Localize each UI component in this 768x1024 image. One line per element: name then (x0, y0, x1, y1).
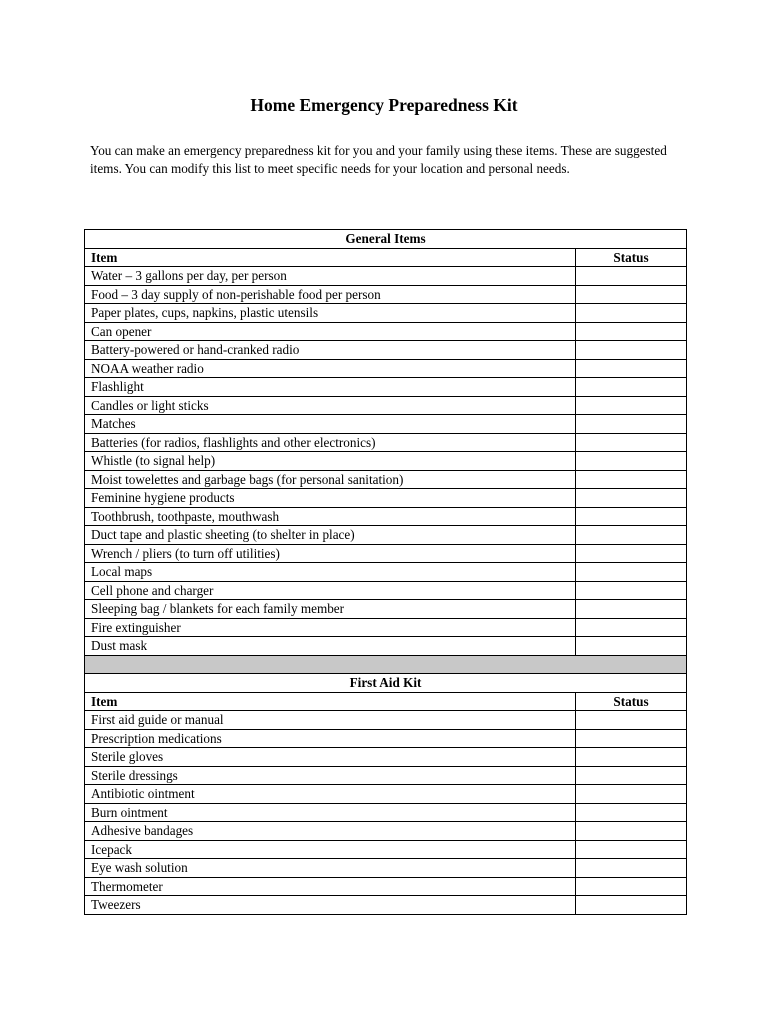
item-cell: Whistle (to signal help) (85, 452, 576, 471)
general-item-row (85, 433, 687, 452)
item-cell: Sterile gloves (85, 748, 576, 767)
item-column-header: Item (85, 248, 576, 267)
general-item-row (85, 600, 687, 619)
status-cell[interactable] (576, 822, 687, 841)
item-cell: Burn ointment (85, 803, 576, 822)
general-item-row (85, 285, 687, 304)
status-cell[interactable] (576, 507, 687, 526)
status-cell[interactable] (576, 748, 687, 767)
status-cell[interactable] (576, 859, 687, 878)
status-cell[interactable] (576, 304, 687, 323)
general-item-row (85, 378, 687, 397)
general-item-row (85, 341, 687, 360)
page-title: Home Emergency Preparedness Kit (250, 95, 518, 115)
general-item-row (85, 267, 687, 286)
general-items-heading-row (85, 230, 687, 249)
status-cell[interactable] (576, 415, 687, 434)
item-cell: Water – 3 gallons per day, per person (85, 267, 576, 286)
status-cell[interactable] (576, 341, 687, 360)
item-cell: Food – 3 day supply of non-perishable food per person (85, 285, 576, 304)
general-item-row (85, 563, 687, 582)
general-item-row (85, 544, 687, 563)
item-cell: Paper plates, cups, napkins, plastic utensils (85, 304, 576, 323)
item-cell: Thermometer (85, 877, 576, 896)
first-aid-item-row (85, 822, 687, 841)
status-cell[interactable] (576, 766, 687, 785)
item-cell: Can opener (85, 322, 576, 341)
first-aid-column-header-row (85, 692, 687, 711)
general-item-row (85, 470, 687, 489)
first-aid-heading-row (85, 674, 687, 693)
general-item-row (85, 507, 687, 526)
item-cell: Sterile dressings (85, 766, 576, 785)
first-aid-item-row (85, 877, 687, 896)
item-cell: Moist towelettes and garbage bags (for personal sanitation) (85, 470, 576, 489)
status-cell[interactable] (576, 803, 687, 822)
general-item-row (85, 452, 687, 471)
status-cell[interactable] (576, 877, 687, 896)
item-cell: NOAA weather radio (85, 359, 576, 378)
status-cell[interactable] (576, 600, 687, 619)
item-cell: Icepack (85, 840, 576, 859)
status-cell[interactable] (576, 433, 687, 452)
item-cell: Local maps (85, 563, 576, 582)
item-cell: Batteries (for radios, flashlights and other electronics) (85, 433, 576, 452)
status-cell[interactable] (576, 563, 687, 582)
first-aid-item-row (85, 766, 687, 785)
item-cell: Toothbrush, toothpaste, mouthwash (85, 507, 576, 526)
status-cell[interactable] (576, 489, 687, 508)
status-cell[interactable] (576, 285, 687, 304)
status-cell[interactable] (576, 526, 687, 545)
general-item-row (85, 489, 687, 508)
status-cell[interactable] (576, 544, 687, 563)
status-cell[interactable] (576, 840, 687, 859)
status-cell[interactable] (576, 896, 687, 915)
item-cell: Antibiotic ointment (85, 785, 576, 804)
first-aid-item-row (85, 711, 687, 730)
status-column-header: Status (576, 248, 687, 267)
general-item-row (85, 304, 687, 323)
item-cell: Duct tape and plastic sheeting (to shelter in place) (85, 526, 576, 545)
item-cell: Candles or light sticks (85, 396, 576, 415)
item-cell: Matches (85, 415, 576, 434)
intro-paragraph: You can make an emergency preparedness kit for you and your family using these items. These are suggested items. You can modify this list to meet specific needs for your location and personal needs. (90, 143, 667, 176)
item-cell: Wrench / pliers (to turn off utilities) (85, 544, 576, 563)
item-cell: First aid guide or manual (85, 711, 576, 730)
item-cell: Cell phone and charger (85, 581, 576, 600)
item-cell: Adhesive bandages (85, 822, 576, 841)
status-column-header: Status (576, 692, 687, 711)
item-cell: Fire extinguisher (85, 618, 576, 637)
first-aid-item-row (85, 729, 687, 748)
status-cell[interactable] (576, 267, 687, 286)
status-cell[interactable] (576, 711, 687, 730)
general-item-row (85, 415, 687, 434)
general-item-row (85, 526, 687, 545)
status-cell[interactable] (576, 470, 687, 489)
status-cell[interactable] (576, 452, 687, 471)
status-cell[interactable] (576, 581, 687, 600)
first-aid-item-row (85, 803, 687, 822)
status-cell[interactable] (576, 359, 687, 378)
status-cell[interactable] (576, 785, 687, 804)
first-aid-item-row (85, 840, 687, 859)
item-cell: Sleeping bag / blankets for each family member (85, 600, 576, 619)
general-items-heading: General Items (85, 230, 687, 249)
general-item-row (85, 618, 687, 637)
status-cell[interactable] (576, 322, 687, 341)
kit-checklist-table (84, 229, 687, 915)
section-separator-row (85, 655, 687, 674)
first-aid-item-row (85, 785, 687, 804)
item-cell: Feminine hygiene products (85, 489, 576, 508)
first-aid-item-row (85, 748, 687, 767)
first-aid-item-row (85, 896, 687, 915)
general-item-row (85, 359, 687, 378)
item-cell: Prescription medications (85, 729, 576, 748)
status-cell[interactable] (576, 378, 687, 397)
general-item-row (85, 637, 687, 656)
item-column-header: Item (85, 692, 576, 711)
item-cell: Eye wash solution (85, 859, 576, 878)
general-item-row (85, 396, 687, 415)
status-cell[interactable] (576, 618, 687, 637)
item-cell: Battery-powered or hand-cranked radio (85, 341, 576, 360)
section-separator (85, 655, 687, 674)
first-aid-item-row (85, 859, 687, 878)
status-cell[interactable] (576, 396, 687, 415)
status-cell[interactable] (576, 729, 687, 748)
item-cell: Flashlight (85, 378, 576, 397)
general-item-row (85, 581, 687, 600)
item-cell: Dust mask (85, 637, 576, 656)
first-aid-heading: First Aid Kit (85, 674, 687, 693)
item-cell: Tweezers (85, 896, 576, 915)
general-items-column-header-row (85, 248, 687, 267)
status-cell[interactable] (576, 637, 687, 656)
general-item-row (85, 322, 687, 341)
